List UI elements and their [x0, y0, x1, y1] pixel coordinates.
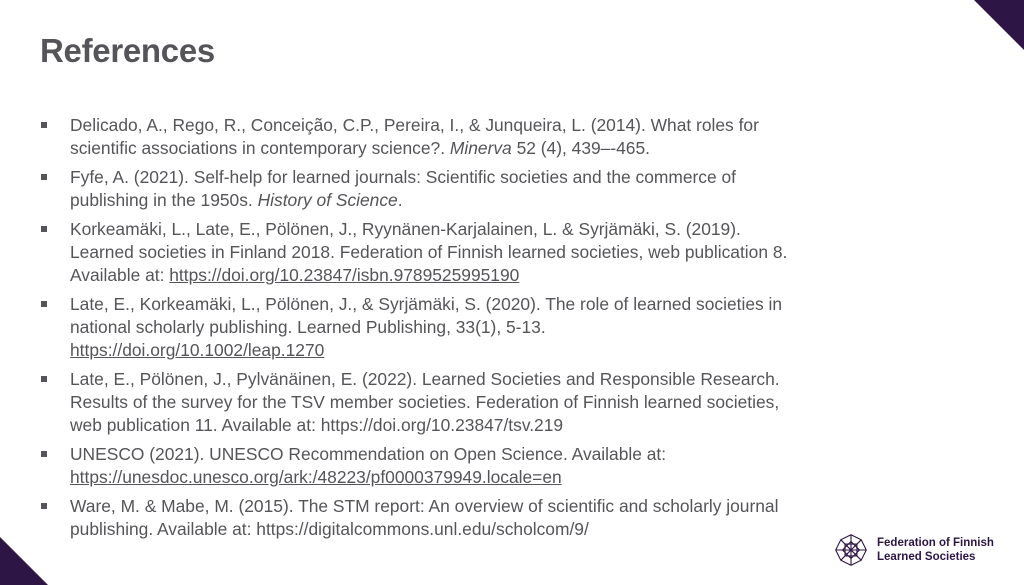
reference-journal: History of Science: [257, 190, 398, 210]
bullet-icon: [41, 376, 47, 382]
bullet-icon: [41, 122, 47, 128]
reference-text: Late, E., Pölönen, J., Pylvänäinen, E. (2022). Learned Societies and Responsible Research. Results of the survey for the TSV member societies. Federation of Finnish learned societies, web publication 11. Available at: https://doi.org/10.23847/tsv.219: [70, 369, 780, 435]
logo-line-1: Federation of Finnish: [877, 537, 994, 549]
corner-decoration-top-right: [974, 0, 1024, 50]
reference-item: [40, 166, 800, 212]
logo-line-2: Learned Societies: [877, 551, 976, 563]
star-lattice-icon: [834, 533, 868, 567]
reference-list: [40, 114, 800, 547]
reference-item: [40, 368, 800, 437]
reference-item: [40, 495, 800, 541]
reference-item: [40, 218, 800, 287]
reference-text-end: .: [397, 190, 403, 210]
logo-text: [877, 536, 994, 564]
reference-text: Late, E., Korkeamäki, L., Pölönen, J., & Syrjämäki, S. (2020). The role of learned societies in national scholarly publishing. Learned Publishing, 33(1), 5-13.: [70, 294, 783, 337]
reference-item: [40, 293, 800, 362]
reference-text: Korkeamäki, L., Late, E., Pölönen, J., Ryynänen-Karjalainen, L. & Syrjämäki, S. (2019). Learned societies in Finland 2018. Federation of Finnish learned societies, web publication 8. Available at:: [70, 219, 788, 285]
page-title: References: [40, 32, 215, 69]
reference-text: Delicado, A., Rego, R., Conceição, C.P., Pereira, I., & Junqueira, L. (2014). What roles for scientific associations in contemporary science?.: [70, 115, 759, 158]
bullet-icon: [41, 174, 47, 180]
reference-text: Ware, M. & Mabe, M. (2015). The STM report: An overview of scientific and scholarly journal publishing. Available at: https://digitalcommons.unl.edu/scholcom/9/: [70, 496, 779, 539]
reference-text: UNESCO (2021). UNESCO Recommendation on Open Science. Available at:: [70, 444, 667, 464]
reference-link[interactable]: https://doi.org/10.23847/isbn.9789525995190: [169, 265, 520, 285]
reference-link[interactable]: https://unesdoc.unesco.org/ark:/48223/pf0000379949.locale=en: [70, 467, 562, 487]
reference-journal: Minerva: [449, 138, 512, 158]
bullet-icon: [41, 503, 47, 509]
organization-logo: [834, 533, 994, 567]
reference-text: Fyfe, A. (2021). Self-help for learned journals: Scientific societies and the commerce of publishing in the 1950s.: [70, 167, 736, 210]
reference-link[interactable]: https://doi.org/10.1002/leap.1270: [70, 340, 325, 360]
bullet-icon: [41, 301, 47, 307]
bullet-icon: [41, 226, 47, 232]
bullet-icon: [41, 451, 47, 457]
reference-item: [40, 443, 800, 489]
reference-item: [40, 114, 800, 160]
reference-text-end: 52 (4), 439–-465.: [511, 138, 650, 158]
